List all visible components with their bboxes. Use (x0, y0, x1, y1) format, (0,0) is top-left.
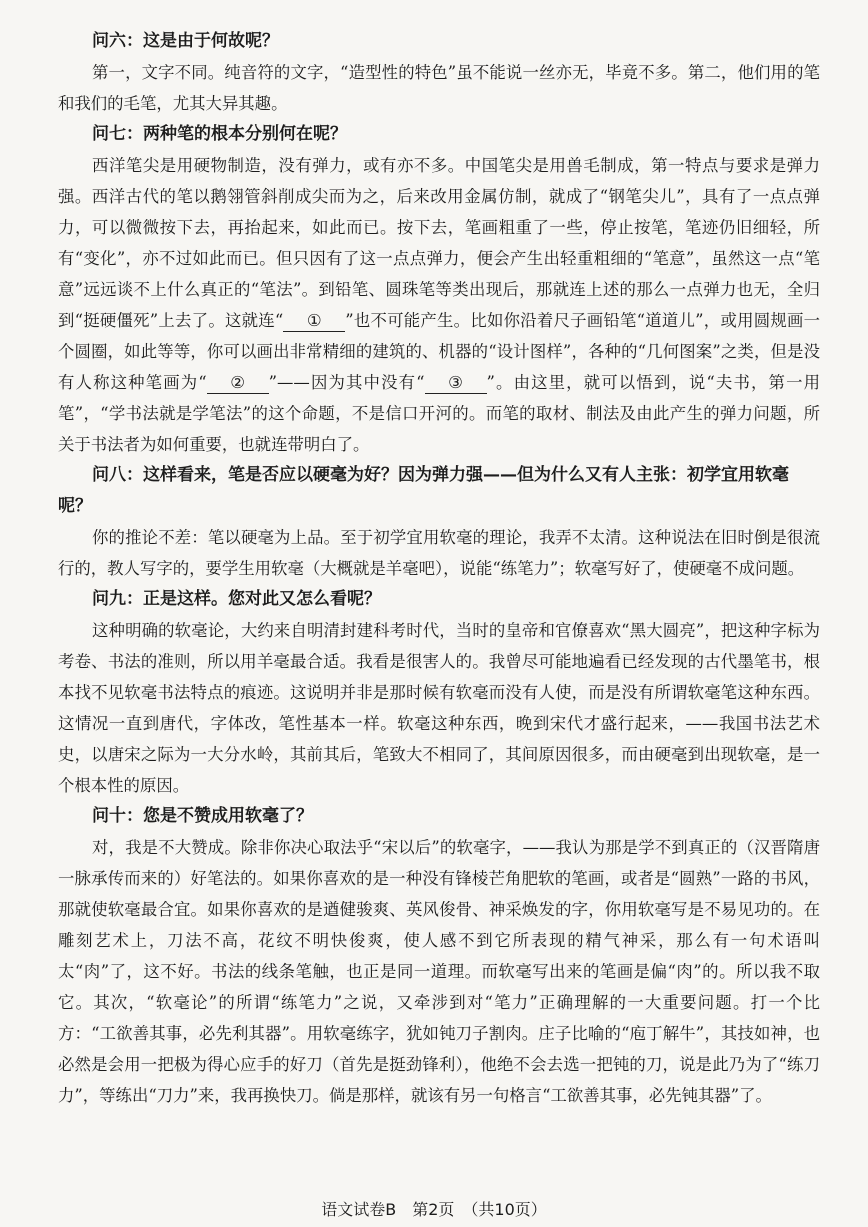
question-6: 问六：这是由于何故呢？ (92, 31, 279, 51)
answer-10: 对，我是不大赞成。除非你决心取法乎“宋以后”的软毫字，——我认为那是学不到真正的（汉晋隋唐一脉承传而来的）好笔法的。如果你喜欢的是一种没有锋棱芒角肥软的笔画，或者是“圆熟”一路的书风，那就使软毫最合宜。如果你喜欢的是遒健骏爽、英风俊骨、神采焕发的字，你用软毫写是不易见功的。在雕刻艺术上，刀法不高，花纹不明快俊爽，使人感不到它所表现的精气神采，那么有一句术语叫太“肉”了，这不好。书法的线条笔触，也正是同一道理。而软毫写出来的笔画是偏“肉”的。所以我不取它。其次，“软毫论”的所谓“练笔力”之说，又牵涉到对“笔力”正确理解的一大重要问题。打一个比方：“工欲善其事，必先利其器”。用软毫练字，犹如钝刀子割肉。庄子比喻的“庖丁解牛”，其技如神，也必然是会用一把极为得心应手的好刀（首先是挺劲锋利），他绝不会去选一把钝的刀，说是此乃为了“练刀力”，等练出“刀力”来，我再换快刀。倘是那样，就该有另一句格言“工欲善其事，必先钝其器”了。 (58, 838, 820, 1105)
answer-7-part-b: ”也不可能产生。比如你沿着尺子画铅笔“道道儿”，或用圆规画一个圆圈，如此等等，你可以画出非常精细的建筑的、机器的“设计图样”，各种的“几何图案”之类，但是没有人称这种笔画为“ (58, 311, 821, 392)
answer-7-part-c: ”——因为其中没有“ (268, 373, 425, 392)
question-9: 问九：正是这样。您对此又怎么看呢？ (92, 589, 381, 609)
blank-3: ③ (425, 373, 487, 394)
question-8: 问八：这样看来，笔是否应以硬毫为好？因为弹力强——但为什么又有人主张：初学宜用软毫呢？ (58, 465, 789, 516)
question-7: 问七：两种笔的根本分别何在呢？ (92, 124, 347, 144)
article-body (58, 26, 820, 1111)
question-10: 问十：您是不赞成用软毫了？ (92, 806, 313, 826)
answer-9: 这种明确的软毫论，大约来自明清封建科考时代，当时的皇帝和官僚喜欢“黑大圆亮”，把这种字标为考卷、书法的准则，所以用羊毫最合适。我看是很害人的。我曾尽可能地遍看已经发现的古代墨笔书，根本找不见软毫书法特点的痕迹。这说明并非是那时候有软毫而没有人使，而是没有所谓软毫笔这种东西。这情况一直到唐代，字体改，笔性基本一样。软毫这种东西，晚到宋代才盛行起来，——我国书法艺术史，以唐宋之际为一大分水岭，其前其后，笔致大不相同了，其间原因很多，而由硬毫到出现软毫，是一个根本性的原因。 (58, 621, 820, 795)
blank-1: ① (283, 311, 345, 332)
answer-7-part-d: ”。由这里，就可以悟到，说“夫书，第一用笔”，“学书法就是学笔法”的这个命题，不是信口开河的。而笔的取材、制法及由此产生的弹力问题，所关于书法者为如何重要，也就连带明白了。 (58, 373, 820, 454)
blank-2: ② (207, 373, 269, 394)
answer-7-part-a: 西洋笔尖是用硬物制造，没有弹力，或有亦不多。中国笔尖是用兽毛制成，第一特点与要求是弹力强。西洋古代的笔以鹅翎管斜削成尖而为之，后来改用金属仿制，就成了“钢笔尖儿”，具有了一点点弹力，可以微微按下去，再抬起来，如此而已。按下去，笔画粗重了一些，停止按笔，笔迹仍旧细轻，所有“变化”，亦不过如此而已。但只因有了这一点点弹力，便会产生出轻重粗细的“笔意”，虽然这一点“笔意”远远谈不上什么真正的“笔法”。到铅笔、圆珠笔等类出现后，那就连上述的那么一点弹力也无，全归到“挺硬僵死”上去了。这就连“ (58, 156, 820, 330)
answer-6: 第一，文字不同。纯音符的文字，“造型性的特色”虽不能说一丝亦无，毕竟不多。第二，他们用的笔和我们的毛笔，尤其大异其趣。 (58, 63, 820, 113)
page-footer: 语文试卷B 第2页 （共10页） (321, 1200, 547, 1219)
answer-8: 你的推论不差：笔以硬毫为上品。至于初学宜用软毫的理论，我弄不太清。这种说法在旧时倒是很流行的，教人写字的，要学生用软毫（大概就是羊毫吧），说能“练笔力”；软毫写好了，使硬毫不成问题。 (58, 528, 820, 578)
answer-7 (58, 150, 820, 460)
